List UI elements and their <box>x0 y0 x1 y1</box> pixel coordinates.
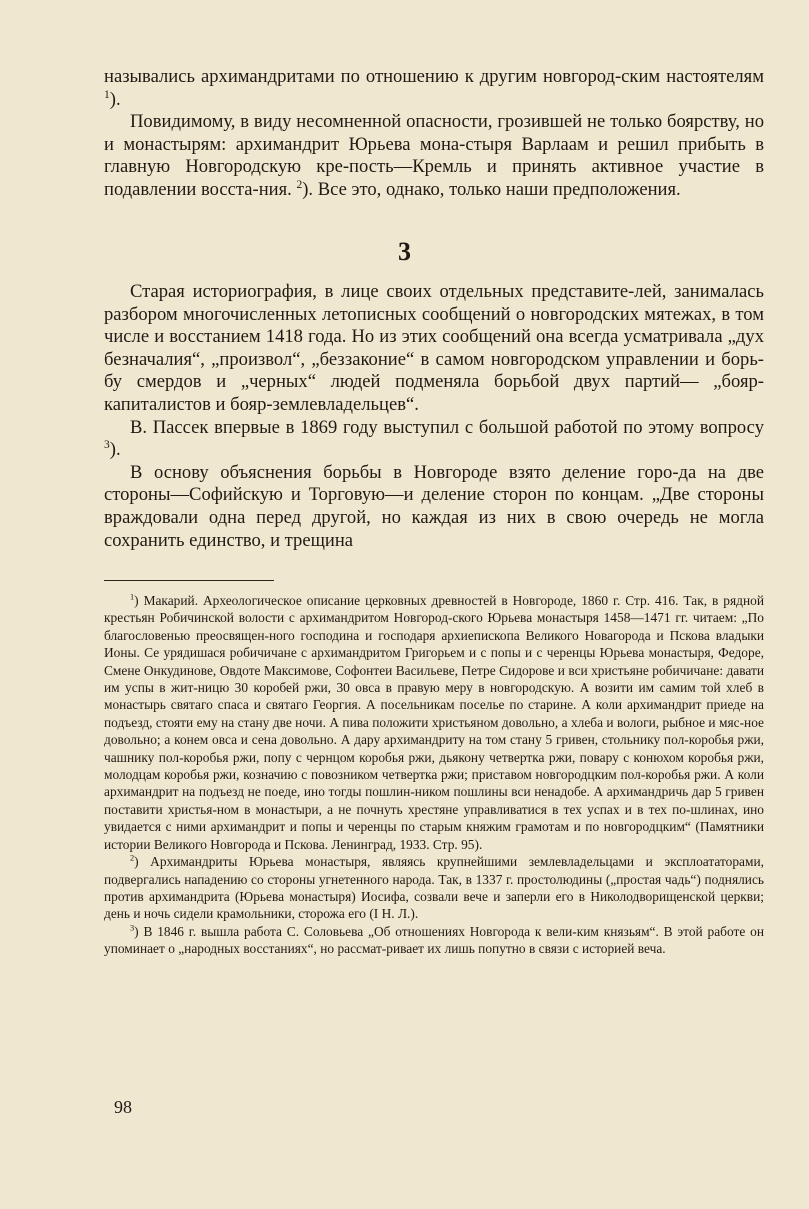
page-number: 98 <box>114 1097 132 1117</box>
paragraph <box>104 66 764 111</box>
section-number: 3 <box>398 237 411 266</box>
paragraph-text: В основу объяснения борьбы в Новгороде взято деление горо-да на две стороны—Софийскую и Торговую—и деление сторон по концам. „Две стороны враждовали одна перед другой, но каждая из них в свою очередь не могла сохранить единство, и трещина <box>104 461 764 551</box>
footnotes <box>104 592 764 958</box>
footnote-ref: 3 <box>104 438 110 451</box>
text-block-main <box>104 281 764 552</box>
paragraph <box>104 281 764 417</box>
footnote-ref: 1 <box>104 88 110 101</box>
footnote-number: 2 <box>130 853 135 863</box>
paragraph-text: В. Пассек впервые в 1869 году выступил с большой работой по этому вопросу <box>130 416 764 438</box>
footnote-ref: 2 <box>296 178 303 191</box>
paragraph-text-tail: ). <box>109 88 121 110</box>
paragraph-text: Старая историография, в лице своих отдельных представите-лей, занималась разбором многочисленных летописных сообщений о новгородских мятежах, в том числе и восстанием 1418 года. Но из этих сообщений она всегда усматривала „дух безначалия“, „произвол“, „беззаконие“ в самом новгородском управлении и борь-бу смердов и „черных“ людей подменяла борьбой двух партий— „бояр-капиталистов и бояр-землевладельцев“. <box>104 281 764 415</box>
footnote <box>104 853 764 923</box>
footnote-text: ) Архимандриты Юрьева монастыря, являясь крупнейшими землевладельцами и эксплоататорами, подвергались нападению со стороны угнетенного народа. Так, в 1337 г. простолюдины („простая чадь“) поднялись против архимандрита (Юрьева монастыря) Иосифа, созвали вече и заперли его в Николодворищенской церкви; день и ночь сидели крамольники, сторожа его (I Н. Л.). <box>104 854 764 922</box>
paragraph-text-tail: ). <box>109 439 121 461</box>
text-block-top <box>104 66 764 202</box>
footnote-text: ) Макарий. Археологическое описание церковных древностей в Новгороде, 1860 г. Стр. 416. Так, в рядной крестьян Робичинской волости с архимандритом Новгород-ского Юрьева монастыря 1458—1471 гг. читаем: „По благословенью преосвящен-ного господина и господаря архиепископа Великого Новагорода и Пскова владыки Ионы. Се урядишася робичичане с архимандритом Григорьем и с попы и с черенцы Юрьева монастыря, Федоре, Смене Онкудинове, Овдоте Максимове, Софонтеи Васильеве, Петре Сидорове и вси христьяне робичичане: давати им успы в жит-ницю 30 коробей ржи, 30 овса в правую меру в новгородскую. А возити им самим той хлеб в монастырь святаго спаса и святаго Георгия. А посельникам поселье по старине. А коли архимандрит приеде на подъезд, стояти ему на стану две ночи. А пива положити христьяном довольно, а хлеба и вологи, рыбное и мяс-ное довольно; а конем овса и сена довольно. А дару архимандриту на том стану 5 гривен, стольнику пол-коробья ржи, чашнику пол-коробья ржи, попу с чернцом коробья ржи, дьякону четвертка ржи, повару с конюхом коробья ржи, молодцам коробья ржи, козначию с повозником четвертка ржи; приставом новгородцким пол-коробья ржи. А коли архимандрит на подъезд не поеде, ино тогды пошлин-ником пошлины вси ненадобе. А архимандричь дар 5 гривен поставити христья-ном в монастыри, а не почнуть хрестяне управливатися в тех успах и в тех по-шлинах, ино увидается с ними архимандрит и попы и черенцы по старым княжим грамотам и по новгородцким“ (Памятники истории Великого Новгорода и Пскова. Ленинград, 1933. Стр. 95). <box>104 593 764 852</box>
paragraph <box>104 462 764 552</box>
footnote-number: 1 <box>130 592 135 602</box>
paragraph <box>104 111 764 201</box>
paragraph-text: Повидимому, в виду несомненной опасности, грозившей не только боярству, но и монастырям: архимандрит Юрьева мона-стыря Варлаам и решил прибыть в главную Новгородскую кре-пость—Кремль и принять активное участие в подавлении восста-ния. <box>104 111 764 200</box>
footnote-divider <box>104 580 274 581</box>
footnote <box>104 923 764 958</box>
footnote <box>104 592 764 853</box>
paragraph-text-tail: ). Все это, однако, только наши предположения. <box>302 178 681 200</box>
footnote-number: 3 <box>130 923 135 933</box>
paragraph <box>104 417 764 462</box>
paragraph-text: назывались архимандритами по отношению к другим новгород-ским настоятелям <box>104 66 764 87</box>
footnote-text: ) В 1846 г. вышла работа С. Соловьева „Об отношениях Новгорода к вели-ким князьям“. В этой работе он упоминает о „народных восстаниях“, но рассмат-ривает их лишь попутно в связи с историей веча. <box>104 923 764 957</box>
